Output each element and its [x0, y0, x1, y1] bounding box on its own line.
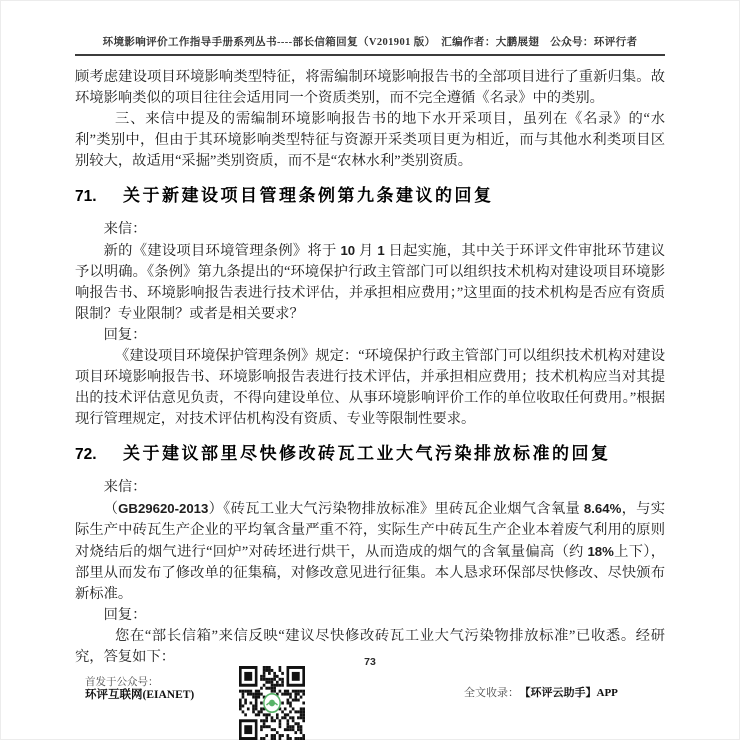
section-71-reply: 《建设项目环境保护管理条例》规定：“环境保护行政主管部门可以组织技术机构对建设项目环境影响报告书、环境影响报告表进行技术评估，并承担相应费用；技术机构应当对其提出的技术评估意见负责，不得向建设单位、从事环境影响评价工作的单位收取任何费用。”根据现行管理规定，对技术评估机构没有资质、专业等限制性要求。 — [75, 348, 665, 427]
section-71-heading — [75, 184, 665, 209]
section-72-number: 72. — [75, 446, 97, 463]
letter-percentage: 8.64% — [583, 501, 622, 516]
section-71-letter — [75, 240, 665, 325]
section-72-letter-label: 来信： — [103, 479, 147, 495]
section-71-letter-label: 来信： — [103, 221, 147, 237]
document-content — [75, 67, 665, 668]
footer-collection-app: 【环评云助手】APP — [525, 687, 618, 699]
letter-standard-code: GB29620-2013 — [118, 501, 209, 516]
letter-text: ）《砖瓦工业大气污染物排放标准》里砖瓦企业烟气含氧量 — [208, 501, 584, 517]
footer-collection-label: 全文收录： — [464, 687, 519, 699]
letter-text: 新的《建设项目环境管理条例》将于 — [103, 243, 341, 259]
qr-code-icon — [239, 666, 305, 740]
footer-publisher-name: 环评互联网(EIANET) — [85, 689, 195, 701]
section-72-reply: 您在“部长信箱”来信反映“建议尽快修改砖瓦工业大气污染物排放标准”已收悉。经研究，答复如下： — [75, 628, 665, 665]
page-header — [75, 34, 665, 56]
section-72-heading — [75, 442, 665, 467]
section-71-title: 关于新建设项目管理条例第九条建议的回复 — [123, 186, 494, 205]
footer-collection — [464, 684, 618, 700]
footer-publisher-label: 首发于公众号： — [85, 677, 159, 688]
section-71-number: 71. — [75, 188, 97, 205]
letter-number: 1 — [377, 243, 385, 258]
section-72-letter — [75, 498, 665, 605]
letter-text: ，与实际生产中砖瓦生产企业的平均氧含量严重不符，实际生产中砖瓦生产企业本着废气利用的原则对烧结后的烟气进行“回炉”对砖坯进行烘干，从而造成的烟气的含氧量偏高（约 — [75, 501, 666, 560]
section-72-title: 关于建议部里尽快修改砖瓦工业大气污染排放标准的回复 — [123, 444, 611, 463]
intro-paragraph-continued: 顾考虑建设项目环境影响类型特征，将需编制环境影响报告书的全部项目进行了重新归集。故环境影响类似的项目往往会适用同一个资质类别，而不完全遵循《名录》中的类别。 — [75, 69, 665, 106]
footer-publisher — [85, 676, 194, 702]
letter-text: 上下），部里从而发布了修改单的征集稿，对修改意见进行征集。本人恳求环保部尽快修改、尽快颁布新标准。 — [75, 544, 665, 602]
intro-paragraph-item3: 三、来信中提及的需编制环境影响报告书的地下水开采项目，虽列在《名录》的“水利”类别中，但由于其环境影响类型特征与资源开采类项目更为相近，而与其他水利类项目区别较大，故适用“采掘”类别资质，而不是“农林水利”类别资质。 — [75, 111, 665, 169]
letter-text: （ — [103, 501, 119, 517]
letter-percentage: 18% — [587, 544, 614, 559]
page-number: 73 — [364, 656, 376, 668]
letter-text: 日起实施，其中关于环评文件审批环节建议予以明确。《条例》第九条提出的“环境保护行政主管部门可以组织技术机构对建设项目环境影响报告书、环境影响报告表进行技术评估，并承担相应费用；”这里面的技术机构是否应有资质限制？专业限制？或者是相关要求？ — [75, 243, 665, 322]
section-72-reply-label: 回复： — [103, 607, 147, 623]
section-71-reply-label: 回复： — [103, 327, 147, 343]
header-title: 环境影响评价工作指导手册系列丛书----部长信箱回复（V201901 版） 汇编作者：大鹏展翅 公众号：环评行者 — [102, 37, 638, 48]
letter-text: 月 — [355, 243, 378, 259]
letter-number: 10 — [340, 243, 356, 258]
